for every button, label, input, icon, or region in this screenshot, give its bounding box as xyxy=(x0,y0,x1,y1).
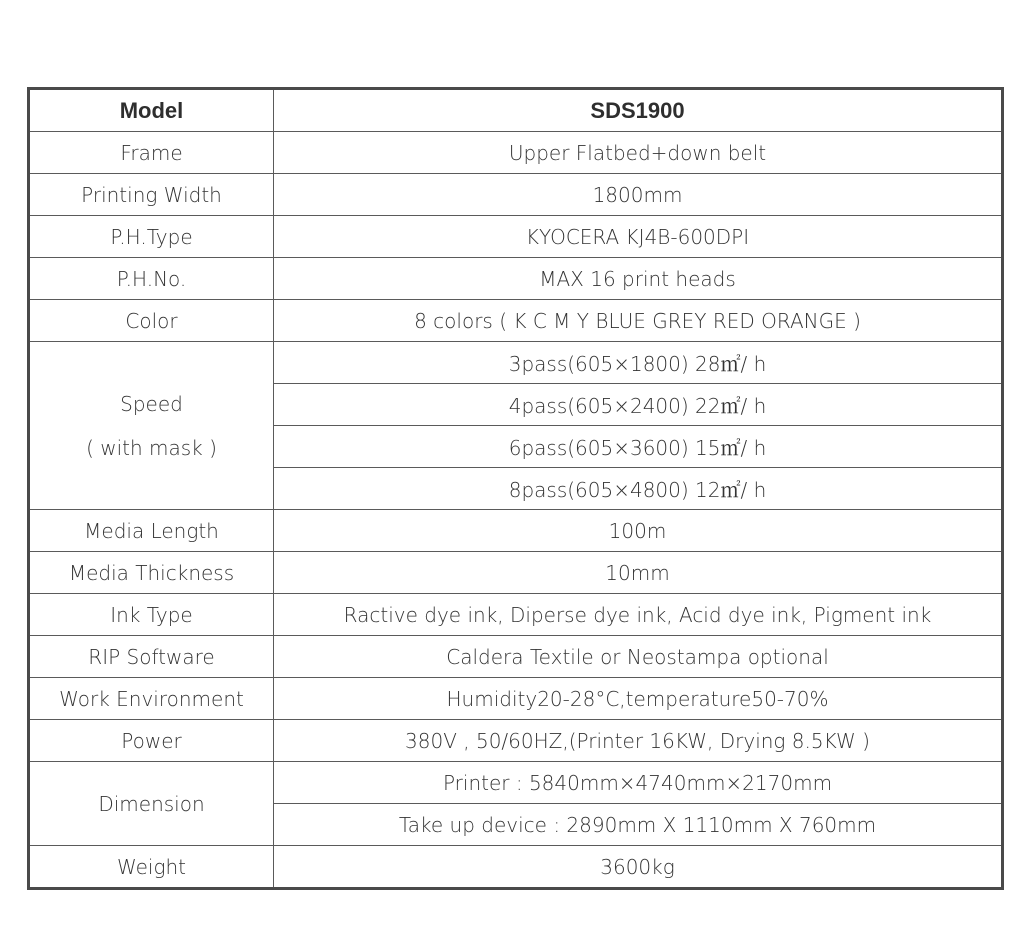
dimension-value: Printer : 5840mm×4740mm×2170mm xyxy=(274,762,1003,804)
speed-label-cell xyxy=(29,342,274,510)
row-label: RIP Software xyxy=(29,636,274,678)
table-row xyxy=(29,510,1003,552)
header-label: Model xyxy=(29,89,274,132)
row-value: Caldera Textile or Neostampa optional xyxy=(274,636,1003,678)
speed-row xyxy=(29,342,1003,384)
table-row xyxy=(29,678,1003,720)
spec-table xyxy=(27,87,1004,890)
row-value: Ractive dye ink, Diperse dye ink, Acid dye ink, Pigment ink xyxy=(274,594,1003,636)
dimension-row xyxy=(29,762,1003,804)
table-row xyxy=(29,552,1003,594)
row-value: 100m xyxy=(274,510,1003,552)
table-row xyxy=(29,132,1003,174)
speed-value: 4pass(605×2400) 22㎡/ h xyxy=(274,384,1003,426)
row-label: Power xyxy=(29,720,274,762)
row-value: 8 colors ( K C M Y BLUE GREY RED ORANGE ) xyxy=(274,300,1003,342)
row-value: 1800mm xyxy=(274,174,1003,216)
row-label: Media Thickness xyxy=(29,552,274,594)
row-value: KYOCERA KJ4B-600DPI xyxy=(274,216,1003,258)
table-row xyxy=(29,216,1003,258)
dimension-value: Take up device : 2890mm X 1110mm X 760mm xyxy=(274,804,1003,846)
row-value: 380V , 50/60HZ,(Printer 16KW, Drying 8.5KW ) xyxy=(274,720,1003,762)
table-row xyxy=(29,636,1003,678)
dimension-label: Dimension xyxy=(29,762,274,846)
table-row xyxy=(29,720,1003,762)
table-header-row xyxy=(29,89,1003,132)
row-value: Upper Flatbed+down belt xyxy=(274,132,1003,174)
row-label: Color xyxy=(29,300,274,342)
row-label: P.H.Type xyxy=(29,216,274,258)
table-row xyxy=(29,594,1003,636)
row-value: MAX 16 print heads xyxy=(274,258,1003,300)
row-label: P.H.No. xyxy=(29,258,274,300)
table-row xyxy=(29,300,1003,342)
row-label: Media Length xyxy=(29,510,274,552)
row-label: Frame xyxy=(29,132,274,174)
header-value: SDS1900 xyxy=(274,89,1003,132)
speed-label: Speed xyxy=(120,391,183,416)
row-label: Weight xyxy=(29,846,274,889)
speed-value: 8pass(605×4800) 12㎡/ h xyxy=(274,468,1003,510)
table-row xyxy=(29,258,1003,300)
row-label: Ink Type xyxy=(29,594,274,636)
table-row xyxy=(29,846,1003,889)
row-label: Printing Width xyxy=(29,174,274,216)
row-value: 10mm xyxy=(274,552,1003,594)
speed-value: 6pass(605×3600) 15㎡/ h xyxy=(274,426,1003,468)
row-value: 3600kg xyxy=(274,846,1003,889)
speed-value: 3pass(605×1800) 28㎡/ h xyxy=(274,342,1003,384)
row-label: Work Environment xyxy=(29,678,274,720)
table-row xyxy=(29,174,1003,216)
row-value: Humidity20-28°C,temperature50-70% xyxy=(274,678,1003,720)
speed-label-note: ( with mask ) xyxy=(86,435,217,460)
